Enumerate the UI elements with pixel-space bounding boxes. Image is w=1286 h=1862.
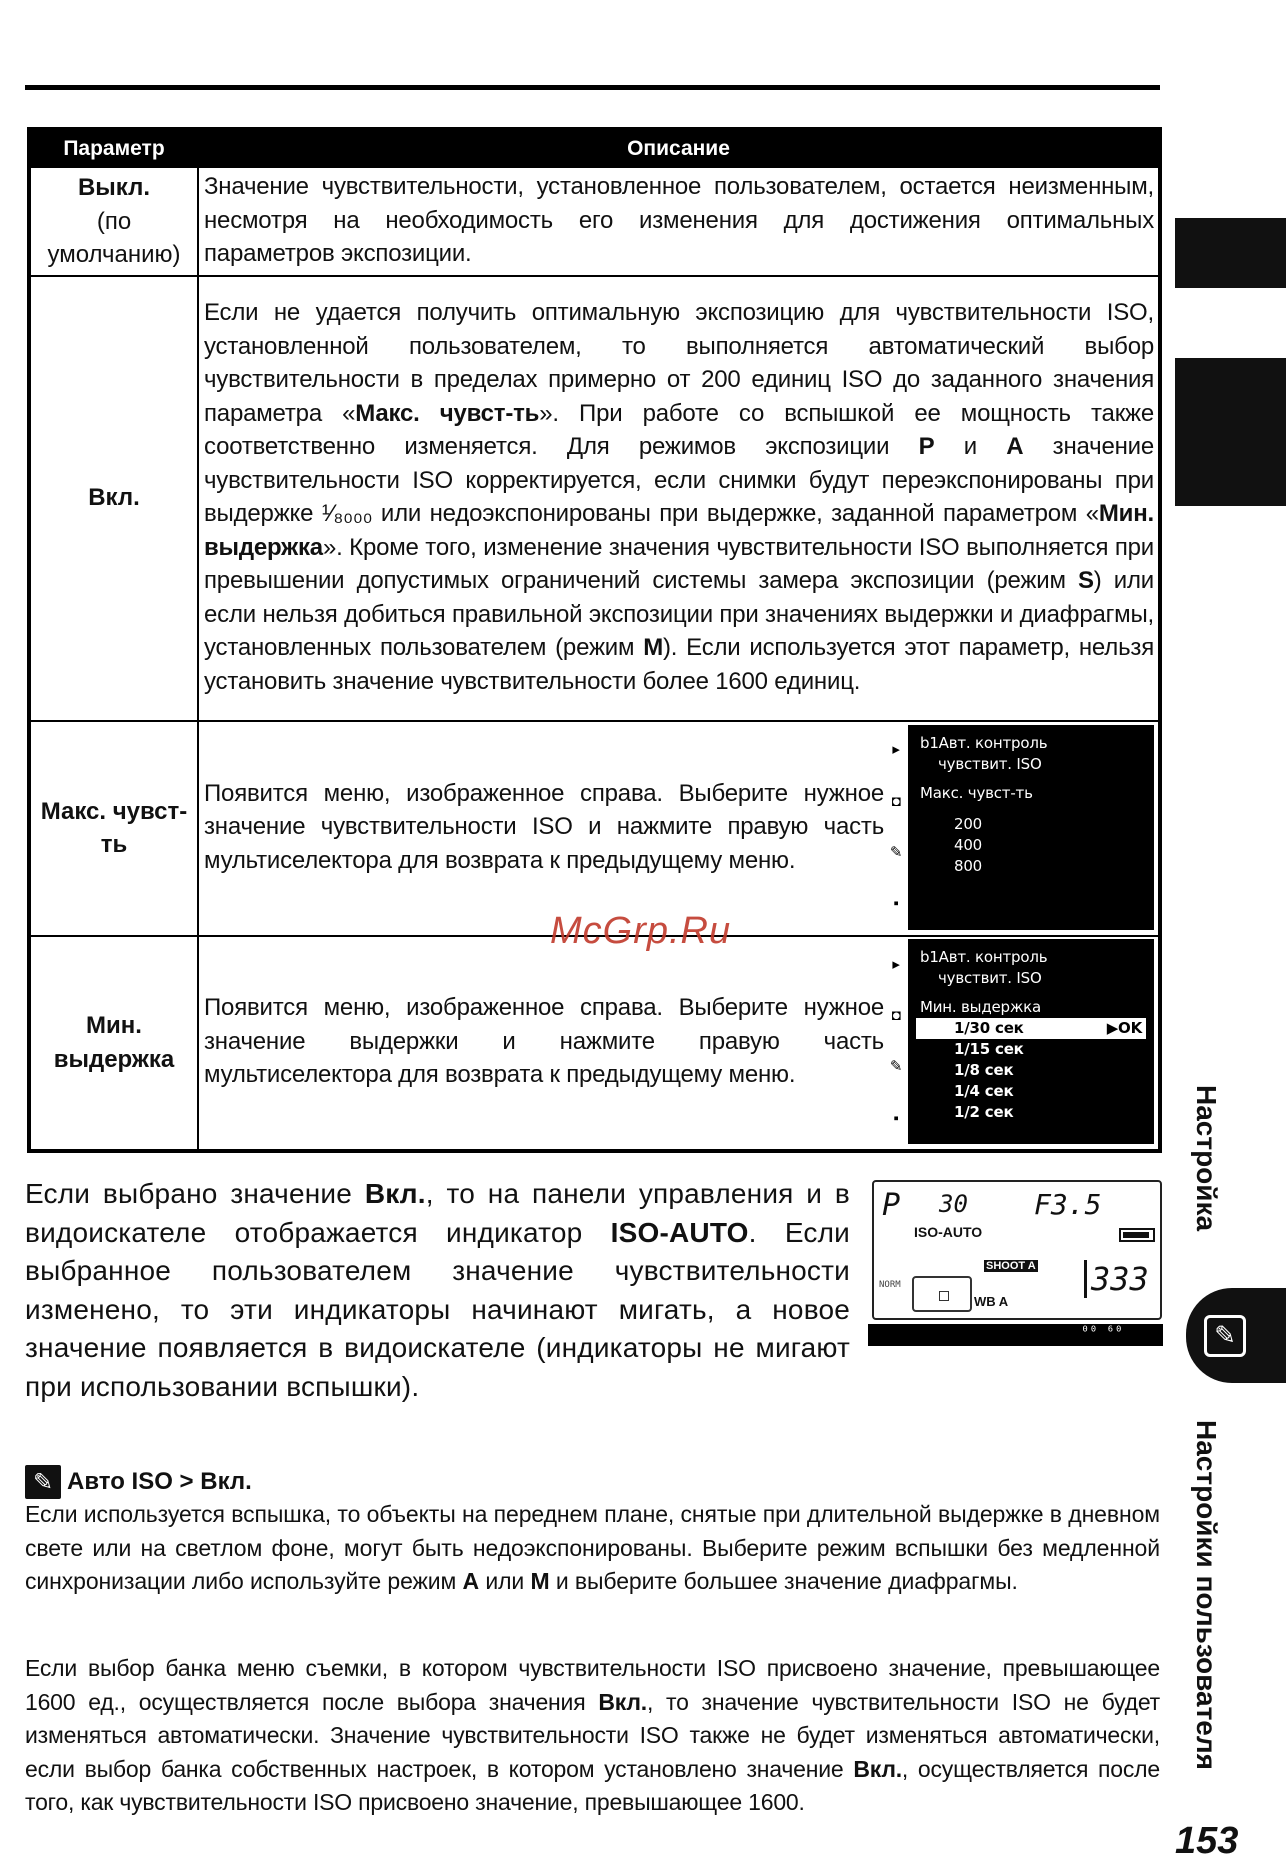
param-off-default: (по умолчанию) bbox=[47, 207, 181, 268]
desc-on: Если не удается получить оптимальную экспозицию для чувствительности ISO, установленной пользователем, то выполняется автоматический выбор чувствительности в пределах примерно от 200 единиц ISO до заданного значения параметра «Макс. чувст-ть». При работе со вспышкой ее мощность также соответственно изменяется. Для режимов экспозиции P и A значение чувствительности ISO корректируется, если снимки будут переэкспонированы при выдержке ¹⁄₈₀₀₀ или недоэкспонированы при выдержке, заданной параметром «Мин. выдержка». Кроме того, изменение значения чувствительности ISO выполняется при превышении допустимых ограничений системы замера экспозиции (режим S) или если нельзя добиться правильной экспозиции при значениях выдержки и диафрагмы, установленных пользователем (режим M). Если используется этот параметр, нельзя установить значение чувствительности более 1600 единиц. bbox=[198, 276, 1160, 721]
lcd-aperture: F3.5 bbox=[1034, 1188, 1102, 1221]
pencil-icon: ✎ bbox=[889, 1058, 903, 1076]
parameter-table bbox=[27, 127, 1162, 1153]
play-icon: ▸ bbox=[892, 955, 900, 973]
lcd-mode: P bbox=[882, 1188, 901, 1223]
tip-paragraph-1: Если используется вспышка, то объекты на переднем плане, снятые при длительной выдержке в дневном свете или на светлом фоне, могут быть недоэкспонированы. Выберите режим вспышки без медленной синхронизации либо используйте режим A или M и выберите большее значение диафрагмы. bbox=[25, 1501, 1160, 1594]
pencil-icon: ✎ bbox=[1204, 1315, 1246, 1357]
chapter-label: Настройки пользователя bbox=[1191, 1420, 1222, 1770]
menu-option[interactable]: 800 bbox=[954, 856, 983, 875]
play-icon: ▸ bbox=[892, 741, 900, 759]
lcd-shutter: 30 bbox=[939, 1190, 968, 1218]
lcd-frame-count: 333 bbox=[1084, 1260, 1149, 1298]
menu-option[interactable]: 1/15 сек bbox=[954, 1040, 1024, 1058]
lcd-quality: NORM bbox=[879, 1280, 901, 1290]
menu-label: Макс. чувст-ть bbox=[920, 783, 1033, 802]
page-number: 153 bbox=[1175, 1820, 1239, 1862]
menu-option[interactable]: 400 bbox=[954, 835, 983, 854]
desc-min bbox=[198, 936, 1160, 1151]
param-on: Вкл. bbox=[29, 276, 198, 721]
lcd-wb: WB A bbox=[974, 1294, 1009, 1309]
menu-option[interactable]: 200 bbox=[954, 814, 983, 833]
param-max: Макс. чувст-ть bbox=[29, 721, 198, 936]
menu-option[interactable]: 1/2 сек bbox=[954, 1103, 1014, 1121]
camera-menu-max bbox=[884, 725, 1154, 930]
menu-option[interactable]: 1/4 сек bbox=[954, 1082, 1014, 1100]
tip-heading bbox=[25, 1465, 252, 1499]
control-panel-lcd bbox=[872, 1180, 1162, 1320]
table-row bbox=[29, 721, 1160, 936]
thumb-tab-marker bbox=[1175, 218, 1286, 288]
thumb-tab-marker bbox=[1175, 358, 1286, 506]
table-row bbox=[29, 276, 1160, 721]
menu-label: Мин. выдержка bbox=[920, 998, 1042, 1016]
table-row bbox=[29, 936, 1160, 1151]
watermark: McGrp.Ru bbox=[550, 910, 732, 952]
camera-icon: ◘ bbox=[891, 792, 901, 810]
pencil-icon: ✎ bbox=[25, 1465, 61, 1499]
menu-screen bbox=[908, 939, 1154, 1144]
camera-icon: ◘ bbox=[891, 1007, 901, 1025]
wrench-icon: ▪ bbox=[893, 895, 899, 913]
desc-off: Значение чувствительности, установленное пользователем, остается неизменным, несмотря на необходимость его изменения для достижения оптимальных параметров экспозиции. bbox=[198, 167, 1160, 276]
desc-max bbox=[198, 721, 1160, 936]
camera-menu-min bbox=[884, 939, 1154, 1144]
table-row bbox=[29, 167, 1160, 276]
table-header-row bbox=[29, 129, 1160, 167]
body-paragraph: Если выбрано значение Вкл., то на панели управления и в видоискателе отображается индикатор ISO-AUTO. Если выбранное пользователем значение чувствительности изменено, то эти индикаторы начинают мигать, а новое значение появляется в видоискателе (индикаторы не мигают при использовании вспышки). bbox=[25, 1178, 851, 1402]
af-area-icon bbox=[912, 1276, 972, 1312]
menu-title: чувствит. ISO bbox=[938, 969, 1042, 987]
pencil-icon: ✎ bbox=[889, 843, 903, 861]
viewfinder-bar: ⁰⁰ ⁶⁰ bbox=[868, 1324, 1163, 1346]
menu-side-icons bbox=[884, 725, 908, 930]
param-off bbox=[29, 167, 198, 276]
param-min: Мин. выдержка bbox=[29, 936, 198, 1151]
menu-title: b1Авт. контроль bbox=[920, 733, 1048, 752]
desc-max-text: Появится меню, изображенное справа. Выберите нужное значение чувствительности ISO и нажмите правую часть мультиселектора для возврата к предыдущему меню. bbox=[204, 779, 884, 874]
param-off-name: Выкл. bbox=[77, 174, 151, 201]
menu-option[interactable]: 1/8 сек bbox=[954, 1061, 1014, 1079]
menu-title: b1Авт. контроль bbox=[920, 948, 1048, 966]
header-param: Параметр bbox=[29, 129, 198, 167]
wrench-icon: ▪ bbox=[893, 1109, 899, 1127]
desc-min-text: Появится меню, изображенное справа. Выберите нужное значение выдержки и нажмите правую часть мультиселектора для возврата к предыдущему меню. bbox=[204, 994, 884, 1089]
ok-arrow-icon: ▶OK bbox=[1106, 1019, 1142, 1037]
header-desc: Описание bbox=[198, 129, 1160, 167]
menu-screen bbox=[908, 725, 1154, 930]
battery-icon bbox=[1119, 1228, 1155, 1242]
menu-title: чувствит. ISO bbox=[938, 754, 1042, 773]
chapter-tab bbox=[1186, 1288, 1286, 1383]
tip-paragraph-2: Если выбор банка меню съемки, в котором чувствительности ISO присвоено значение, превышающее 1600 ед., осуществляется после выбора значения Вкл., то значение чувствительности ISO не будет изменяться автоматически. Значение чувствительности ISO также не будет изменяться автоматически, если выбор банка собственных настроек, в котором установлено значение Вкл., осуществляется после того, как чувствительности ISO присвоено значение, превышающее 1600. bbox=[25, 1655, 1160, 1815]
lcd-iso-auto: ISO-AUTO bbox=[914, 1224, 983, 1240]
tip-title: Авто ISO > Вкл. bbox=[67, 1468, 252, 1495]
menu-option-selected[interactable]: 1/30 сек ▶OK bbox=[916, 1018, 1146, 1039]
section-label: Настройка bbox=[1191, 1085, 1222, 1232]
lcd-shoot-bank: SHOOT A bbox=[986, 1260, 1036, 1272]
menu-side-icons bbox=[884, 939, 908, 1144]
top-rule bbox=[25, 85, 1160, 90]
